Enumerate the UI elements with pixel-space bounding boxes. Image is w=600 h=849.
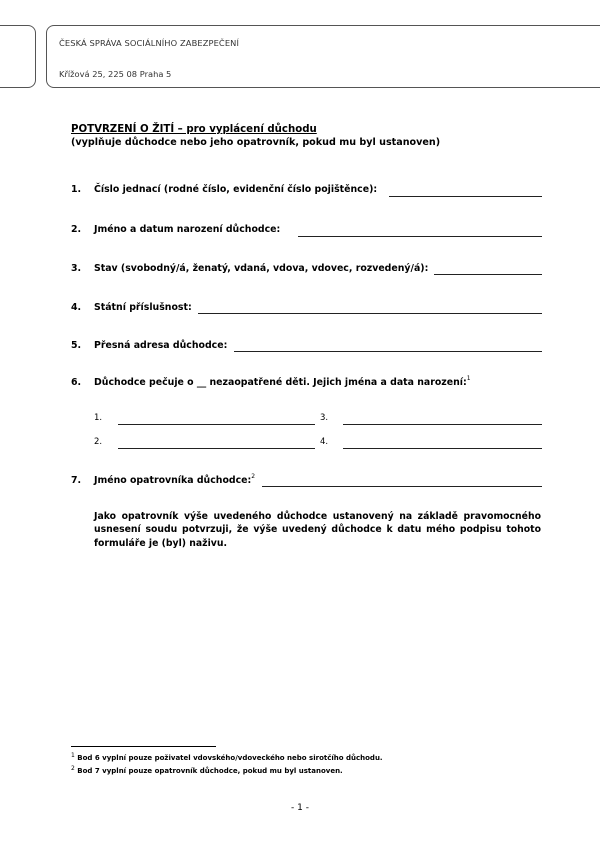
page-number: - 1 - [291,803,309,813]
child-number: 1. [94,413,103,423]
name-birthdate-field[interactable] [298,236,542,237]
case-number-field[interactable] [389,196,542,197]
item-number: 2. [71,224,82,235]
item-number: 6. [71,377,82,388]
item-number: 4. [71,302,82,313]
address-field[interactable] [234,351,542,352]
item-label-name-birthdate: Jméno a datum narození důchodce: [94,224,281,235]
marital-status-field[interactable] [434,274,542,275]
logo-frame [0,25,36,88]
organization-address: Křížová 25, 225 08 Praha 5 [59,69,172,79]
organization-name: ČESKÁ SPRÁVA SOCIÁLNÍHO ZABEZPEČENÍ [59,38,240,48]
child-3-field[interactable] [343,424,542,425]
footnote-2 [71,767,343,775]
footnote-marker: 2 [71,765,75,772]
item-label-case-number: Číslo jednací (rodné číslo, evidenční číslo pojištěnce): [94,184,378,195]
item-label-guardian [94,475,255,486]
child-2-field[interactable] [118,448,315,449]
guardian-declaration: Jako opatrovník výše uvedeného důchodce ustanovený na základě pravomocného usnesení soudu potvrzuji, že výše uvedený důchodce k datu mého podpisu tohoto formuláře je (byl) naživu. [94,511,541,549]
item-label-marital-status: Stav (svobodný/á, ženatý, vdaná, vdova, vdovec, rozvedený/á): [94,263,429,274]
child-1-field[interactable] [118,424,315,425]
child-number: 4. [320,437,329,447]
footnote-marker: 1 [71,752,75,759]
item7-label-text: Jméno opatrovníka důchodce: [94,475,252,486]
footnote-ref: 2 [251,473,256,480]
footnote-ref: 1 [466,375,471,382]
child-4-field[interactable] [343,448,542,449]
item6-label-text: Důchodce pečuje o __ nezaopatřené děti. Jejich jména a data narození: [94,377,467,388]
footnote-1 [71,754,383,762]
footnote-text: Bod 6 vyplní pouze poživatel vdovského/vdoveckého nebo sirotčího důchodu. [77,754,383,762]
item-number: 1. [71,184,82,195]
item-number: 5. [71,340,82,351]
child-number: 2. [94,437,103,447]
child-number: 3. [320,413,329,423]
footnote-text: Bod 7 vyplní pouze opatrovník důchodce, pokud mu byl ustanoven. [77,767,343,775]
item-label-dependent-children [94,377,471,388]
guardian-name-field[interactable] [262,486,542,487]
form-subtitle: (vyplňuje důchodce nebo jeho opatrovník, pokud mu byl ustanoven) [71,137,441,148]
item-number: 3. [71,263,82,274]
item-number: 7. [71,475,82,486]
footnote-separator [71,746,216,747]
item-label-address: Přesná adresa důchodce: [94,340,228,351]
item-label-citizenship: Státní příslušnost: [94,302,192,313]
form-title: POTVRZENÍ O ŽITÍ – pro vyplácení důchodu [71,124,317,135]
citizenship-field[interactable] [198,313,542,314]
